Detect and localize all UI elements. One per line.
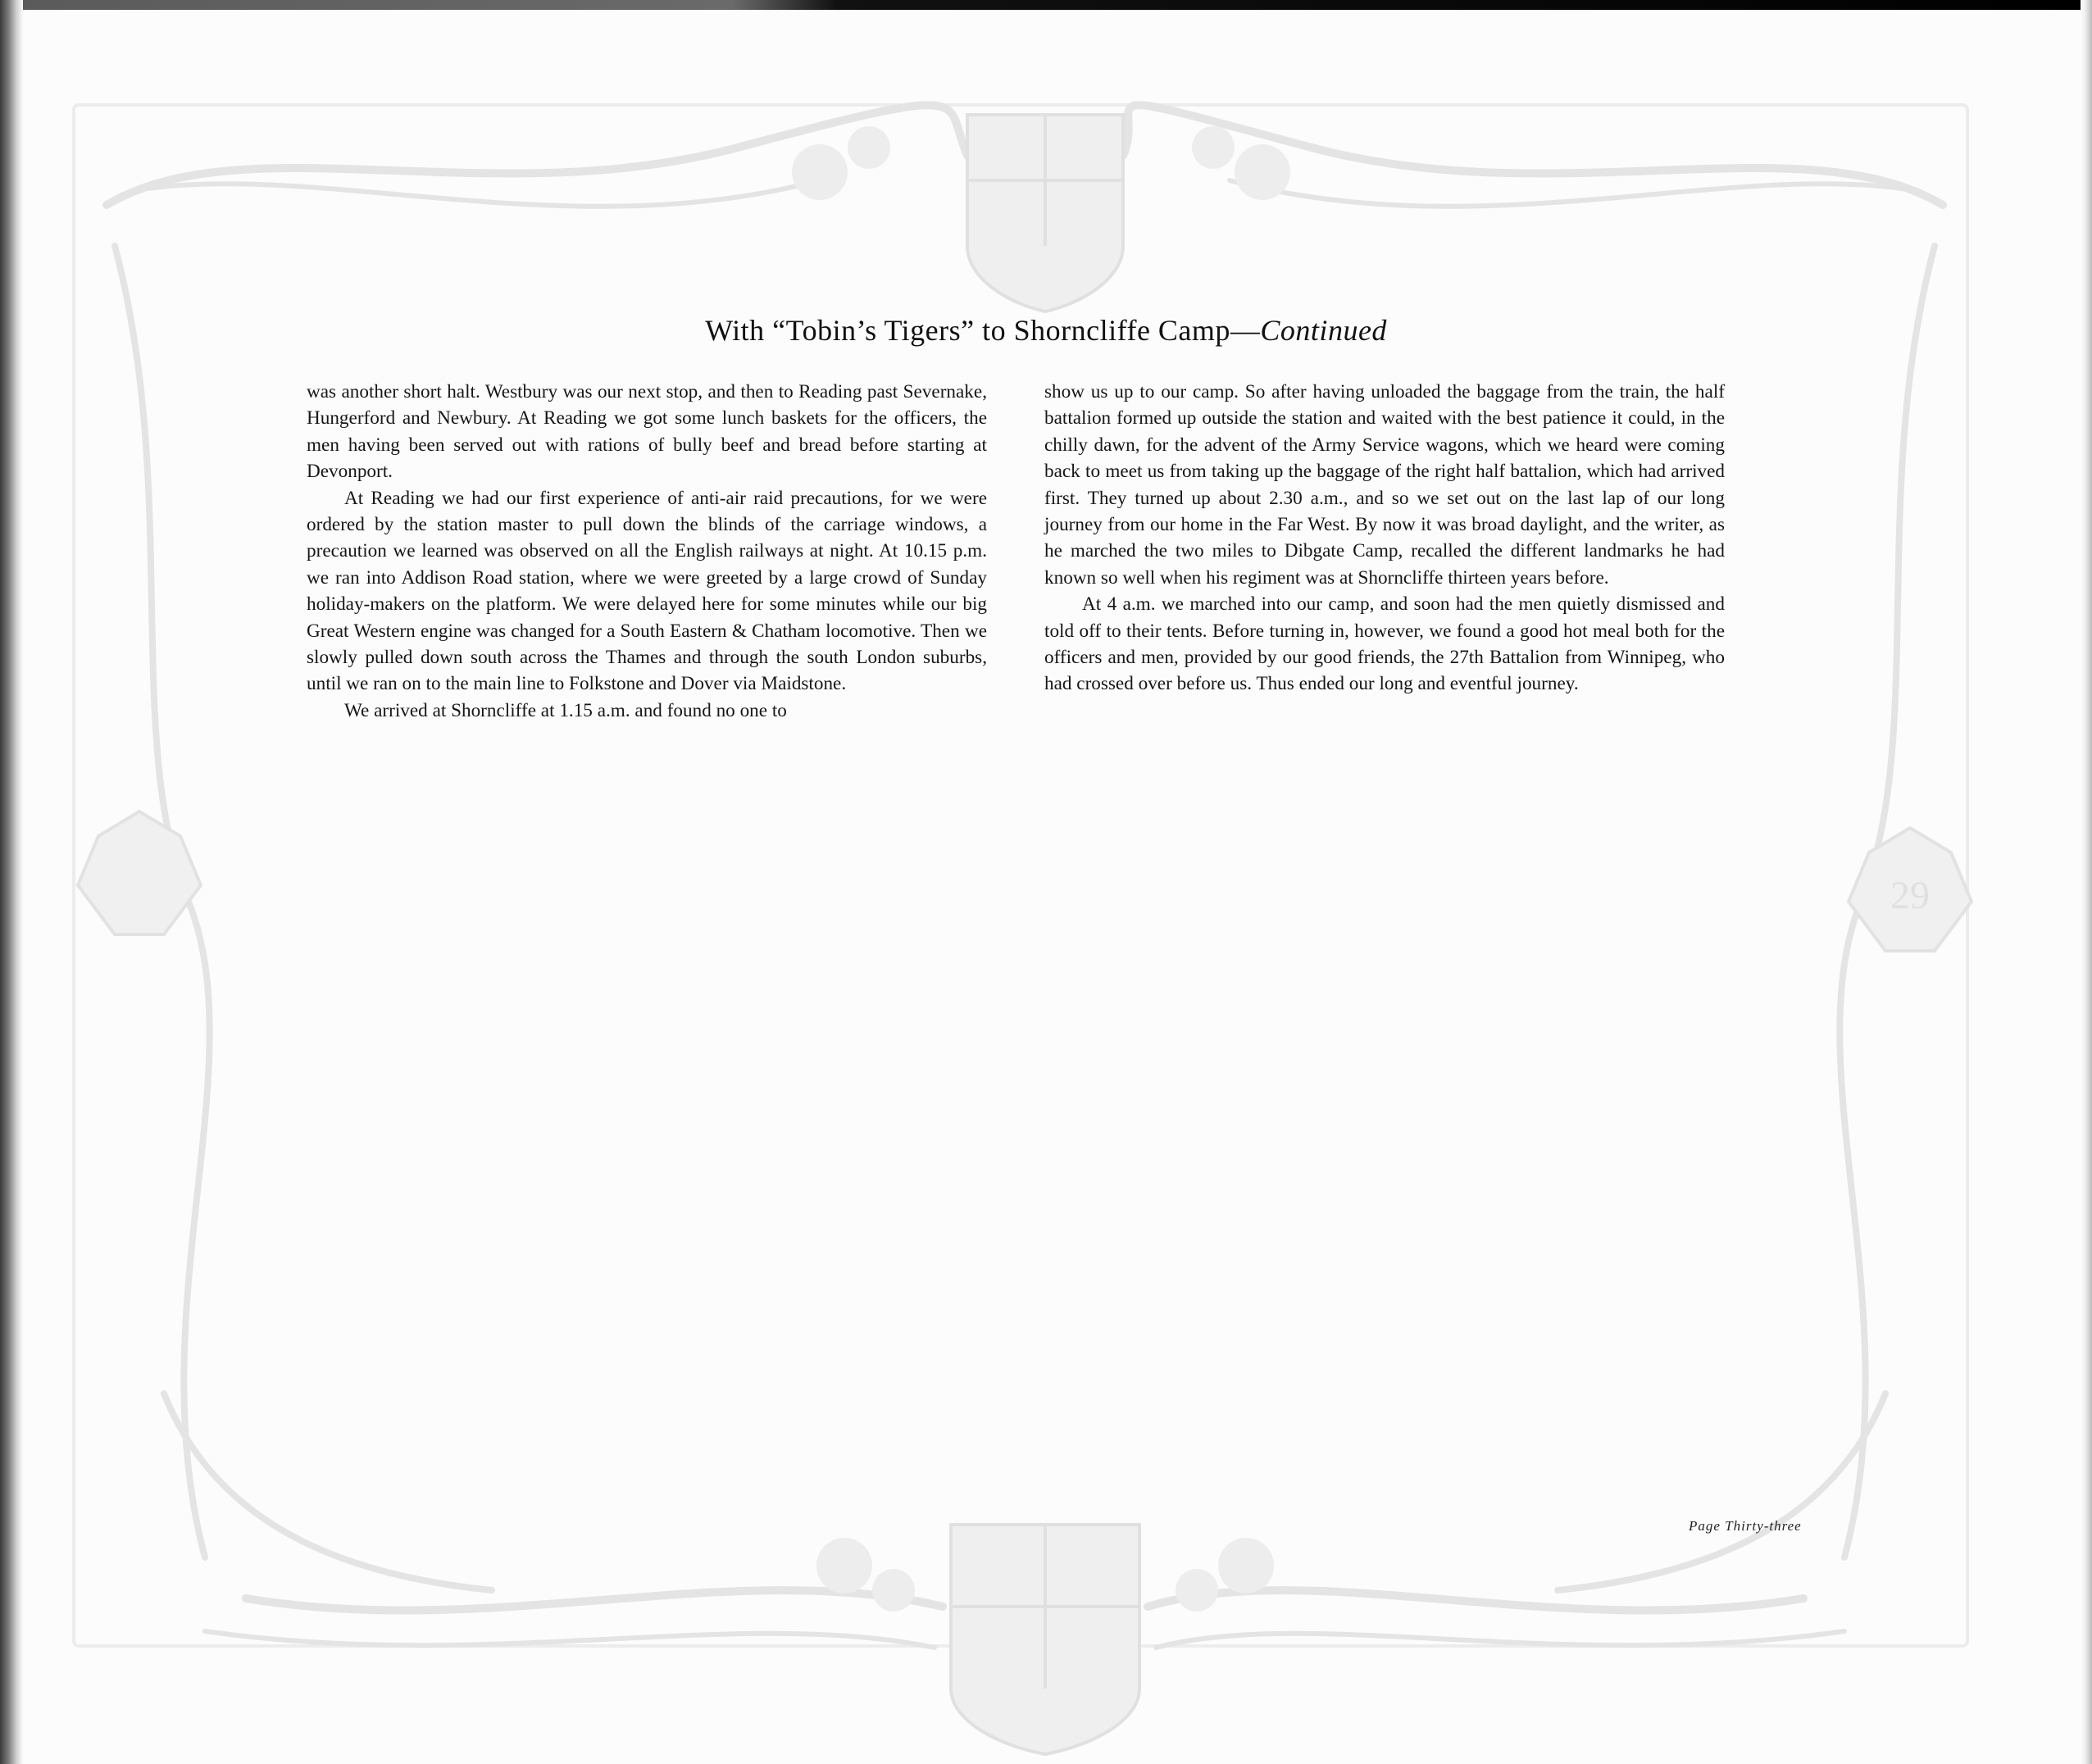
top-shield-emblem bbox=[967, 115, 1123, 311]
page-number: Page Thirty-three bbox=[1689, 1518, 1802, 1534]
paragraph: show us up to our camp. So after having unloaded the baggage from the train, the half battalion formed up outside the station and waited with the best patience it could, in the chilly dawn, for the advent of the Army Service wagons, which we heard were coming back to meet us from taking up the baggage of the right half battalion, which had arrived first. They turned up about 2.30 a.m., and so we set out on the last lap of our long journey from our home in the Far West. By now it was broad daylight, and the writer, as he marched the two miles to Dibgate Camp, recalled the different landmarks he had known so well when his regiment was at Shorncliffe thirteen years before. bbox=[1044, 381, 1725, 589]
left-text-column bbox=[307, 379, 987, 724]
paragraph: We arrived at Shorncliffe at 1.15 a.m. and found no one to bbox=[344, 699, 787, 721]
paragraph: At Reading we had our first experience of anti-air raid precautions, for we were ordered by the station master to pull down the blinds of the carriage windows, a precaution we learned was observed on all the English railways at night. At 10.15 p.m. we ran into Addison Road station, where we were greeted by a large crowd of Sunday holiday-makers on the platform. We were delayed here for some minutes while our big Great Western engine was changed for a South Eastern & Chatham locomotive. Then we slowly pulled down south across the Thames and through the south London suburbs, until we ran on to the main line to Folkstone and Dover via Maidstone. bbox=[307, 487, 987, 695]
maple-leaf-decorations bbox=[792, 126, 1290, 1612]
bottom-shield-emblem bbox=[951, 1525, 1139, 1754]
right-text-column bbox=[1044, 379, 1725, 698]
side-badge-emblems bbox=[78, 812, 1971, 951]
title-continued: Continued bbox=[1260, 314, 1387, 347]
title-text: With “Tobin’s Tigers” to Shorncliffe Camp bbox=[705, 314, 1230, 347]
badge-number: 29 bbox=[1890, 874, 1930, 917]
paragraph: At 4 a.m. we marched into our camp, and soon had the men quietly dismissed and told off to their tents. Before turning in, however, we found a good hot meal both for the officers and men, provided by our good friends, the 27th Battalion from Winnipeg, who had crossed over before us. Thus ended our long and eventful journey. bbox=[1044, 593, 1725, 695]
title-dash: — bbox=[1230, 314, 1261, 347]
page-title bbox=[0, 313, 2092, 348]
paragraph: was another short halt. Westbury was our next stop, and then to Reading past Severnake, Hungerford and Newbury. At Reading we got some lunch baskets for the officers, the men having been served out with rations of bully beef and bread before starting at Devonport. bbox=[307, 381, 987, 483]
